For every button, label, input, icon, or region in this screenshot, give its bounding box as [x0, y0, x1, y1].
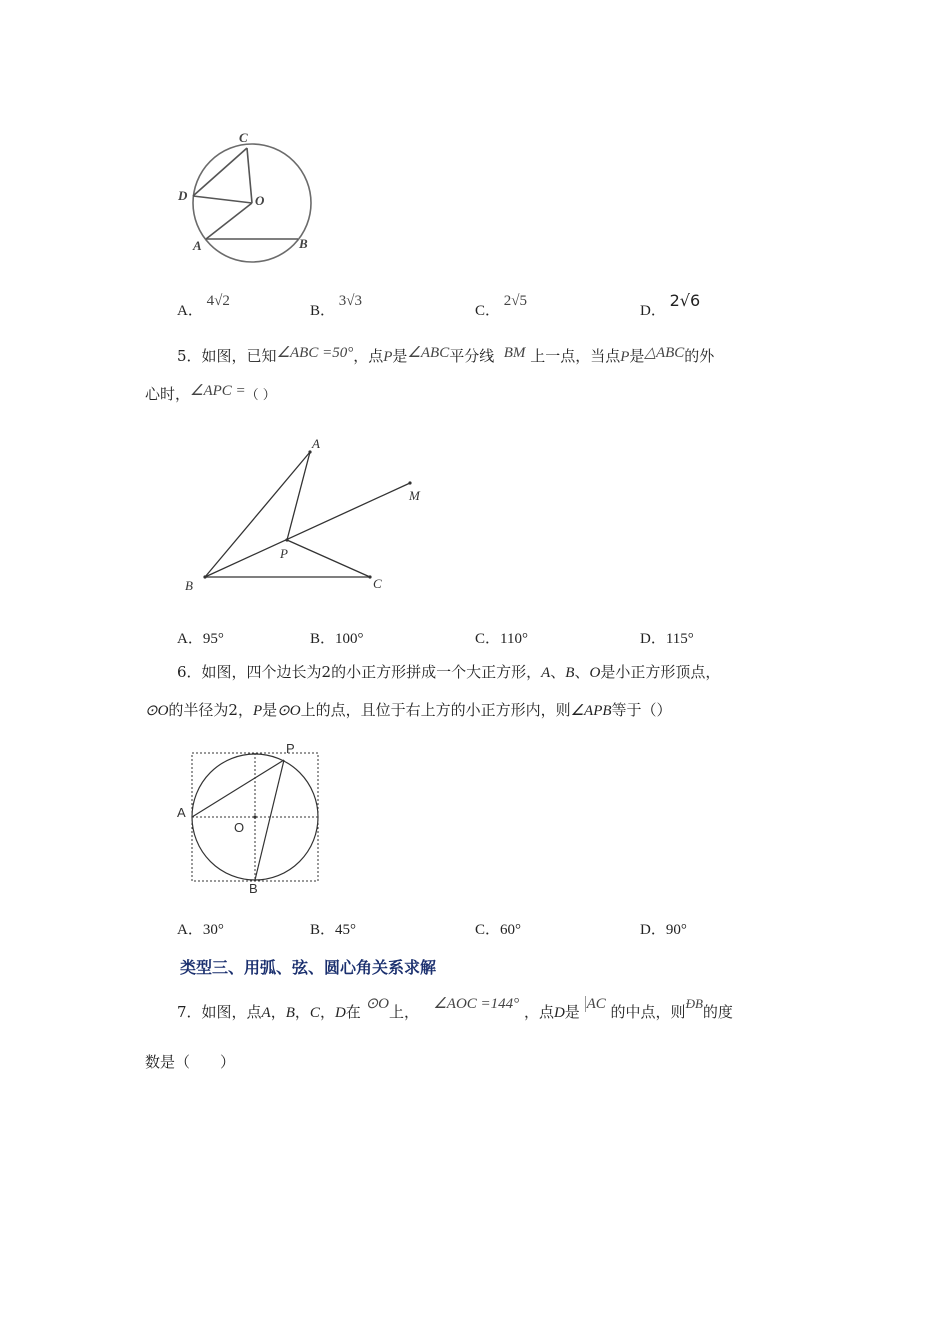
q6-text: 的小正方形拼成一个大正方形，	[331, 663, 542, 681]
q5-option-c-value: 110°	[500, 631, 528, 647]
q6-point-p: P	[252, 703, 263, 719]
q5-triangle: △ABC	[644, 345, 685, 361]
q7-text: 是	[564, 1003, 580, 1021]
q5-text: 的外	[684, 347, 715, 365]
q6-option-b-value: 45°	[335, 922, 357, 938]
q6-text: 、	[574, 663, 590, 681]
q5-text: 是	[629, 347, 645, 365]
q5-label-c: C	[373, 576, 382, 591]
q4-option-b-letter: B．	[310, 303, 336, 319]
q6-text: ，	[237, 701, 253, 719]
q5-angle-apc: ∠APC =	[190, 383, 246, 399]
q6-option-a-letter: A．	[177, 922, 203, 938]
q4-option-c-letter: C．	[475, 303, 501, 319]
q6-option-d-value: 90°	[665, 922, 687, 938]
q7-text: ，	[294, 1003, 310, 1021]
q6-text: 是小正方形顶点，	[600, 663, 721, 681]
q5-text: 如图，已知	[201, 347, 277, 365]
q4-option-a-value: 4√2	[206, 293, 230, 309]
q4-option-d-letter: D．	[640, 303, 666, 319]
q6-text: 的半径为	[168, 701, 229, 719]
q6-number: 2	[321, 663, 332, 681]
q5-point-p-2: P	[620, 349, 630, 365]
q4-label-b: B	[299, 236, 308, 251]
q5-text: 上一点，当点	[530, 347, 621, 365]
q5-angle-abc: ∠ABC =50°	[276, 345, 354, 361]
q5-label-b: B	[185, 578, 193, 593]
q5-option-d-letter: D．	[640, 631, 666, 647]
q5-text: 平分线	[449, 347, 495, 365]
q6-text: 6．如图，四个边长为	[177, 663, 322, 681]
q6-option-c	[475, 918, 521, 939]
q6-option-b-letter: B．	[310, 922, 336, 938]
q6-label-b: B	[249, 881, 258, 896]
q6-circle-o: ⊙O	[145, 703, 169, 719]
q7-arc-ac: AC	[586, 996, 606, 1012]
q7-text: ，	[270, 1003, 286, 1021]
q5-question-line2	[145, 384, 276, 406]
q7-arc-db: ÐB	[685, 996, 703, 1011]
q7-text: ，	[319, 1003, 335, 1021]
q5-number: 5．	[177, 347, 202, 365]
q7-circle-o: ⊙O	[365, 996, 389, 1012]
q5-option-a	[177, 627, 224, 648]
q5-text: 心时，	[145, 385, 191, 403]
q7-text: 上，	[389, 1003, 420, 1021]
q7-angle-aoc: ∠AOC =144°	[433, 996, 520, 1012]
q6-point-o: O	[589, 665, 601, 681]
q7-point-d: D	[334, 1005, 346, 1021]
q6-question-line1	[177, 662, 720, 683]
q5-bm: BM	[503, 345, 526, 361]
q7-point-b: B	[285, 1005, 295, 1021]
q5-answer-paren: （ ）	[245, 388, 276, 403]
q6-option-b	[310, 918, 356, 939]
q7-point-d-2: D	[553, 1005, 565, 1021]
q6-text: 上的点，且位于右上方的小正方形内，则	[300, 701, 571, 719]
section-title: 类型三、用弧、弦、圆心角关系求解	[180, 958, 437, 977]
q4-option-c-value: 2√5	[503, 293, 527, 309]
q6-option-c-value: 60°	[500, 922, 522, 938]
q6-option-c-letter: C．	[475, 922, 501, 938]
q7-point-c: C	[309, 1005, 320, 1021]
q4-label-c: C	[239, 130, 248, 145]
q6-question-line2	[145, 700, 672, 721]
q6-option-d-letter: D．	[640, 922, 666, 938]
q6-number: 2	[228, 701, 238, 719]
q4-label-o: O	[255, 193, 265, 208]
q5-question-line1	[177, 346, 714, 367]
q6-text: 等于（）	[611, 701, 672, 719]
q6-option-d	[640, 918, 687, 939]
q5-option-a-letter: A．	[177, 631, 203, 647]
q5-label-p: P	[280, 546, 288, 561]
q4-circle-figure	[172, 126, 322, 276]
q7-text: 在	[345, 1003, 361, 1021]
q6-text: 、	[550, 663, 566, 681]
q5-label-m: M	[409, 488, 420, 503]
q4-label-d: D	[178, 188, 188, 203]
q4-option-d	[640, 291, 701, 320]
q6-circle-o-2: ⊙O	[277, 703, 301, 719]
q4-option-d-value: 2√6	[669, 291, 701, 310]
q5-text: 是	[392, 347, 408, 365]
q7-point-a: A	[261, 1005, 271, 1021]
q5-option-a-value: 95°	[202, 631, 224, 647]
q5-option-b	[310, 627, 364, 648]
q7-text: 的中点，则	[610, 1003, 686, 1021]
q6-label-a: A	[177, 805, 186, 820]
q6-label-p: P	[286, 741, 295, 756]
q5-option-c-letter: C．	[475, 631, 501, 647]
q6-option-a	[177, 918, 224, 939]
q6-point-a: A	[541, 665, 551, 681]
q5-option-c	[475, 627, 528, 648]
q5-option-b-letter: B．	[310, 631, 336, 647]
q7-text: 7．如图，点	[177, 1003, 262, 1021]
q5-option-d-value: 115°	[665, 631, 694, 647]
q6-square-circle-figure	[172, 740, 332, 898]
q6-option-a-value: 30°	[202, 922, 224, 938]
q7-text: 的度	[702, 1003, 733, 1021]
q7-question-line1	[177, 996, 733, 1023]
q5-label-a: A	[312, 436, 320, 451]
q6-angle-apb: ∠APB	[570, 703, 612, 719]
q4-option-b	[310, 293, 362, 320]
q4-label-a: A	[193, 238, 202, 253]
q4-option-a-letter: A．	[177, 303, 203, 319]
q4-option-a	[177, 293, 230, 320]
q6-label-o: O	[234, 820, 245, 835]
q5-option-d	[640, 627, 694, 648]
q6-point-b: B	[565, 665, 575, 681]
q7-question-line2: 数是（ ）	[145, 1053, 236, 1071]
q5-triangle-figure	[180, 432, 440, 600]
q5-option-b-value: 100°	[335, 631, 364, 647]
q5-angle-abc-2: ∠ABC	[407, 345, 450, 361]
q6-text: 是	[262, 701, 278, 719]
q4-option-b-value: 3√3	[338, 293, 362, 309]
q5-point-p: P	[383, 349, 393, 365]
q4-option-c	[475, 293, 527, 320]
q5-text: ，点	[353, 347, 384, 365]
q7-text: ，点	[523, 1003, 554, 1021]
